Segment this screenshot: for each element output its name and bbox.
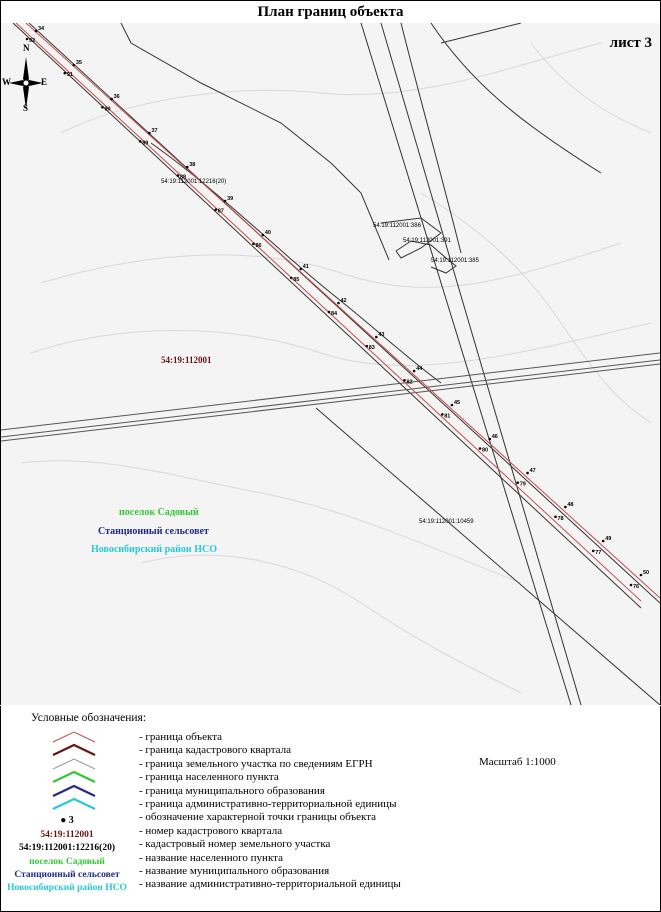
boundary-point-marker: [441, 413, 444, 416]
boundary-point-label: 92: [29, 38, 36, 44]
boundary-point-label: 87: [217, 208, 224, 215]
legend-symbol: [1, 797, 133, 811]
scale-label: Масштаб 1:1000: [479, 756, 556, 768]
legend-row: [1, 743, 661, 757]
boundary-point-label: 76: [633, 584, 640, 590]
boundary-point-label: 46: [491, 434, 498, 440]
parcel-label-386: 54:19:112001:386: [373, 223, 421, 229]
boundary-point-marker: [73, 64, 76, 67]
boundary-point-label: 50: [643, 570, 650, 576]
legend-row: [1, 877, 661, 894]
boundary-point-label: 34: [38, 26, 45, 32]
boundary-point-marker: [214, 208, 217, 211]
legend-symbol: [1, 770, 133, 784]
parcel-label-main: 54:19:112001:12216(20): [161, 179, 227, 185]
legend-symbol: [1, 757, 133, 771]
legend-symbol: ● 3: [60, 815, 74, 827]
legend-row: [1, 851, 661, 865]
boundary-point-marker: [451, 404, 454, 407]
compass-north: N: [23, 43, 30, 53]
boundary-point-label: 40: [264, 230, 271, 236]
boundary-point-label: 90: [104, 106, 111, 113]
boundary-point-marker: [488, 438, 491, 441]
legend-symbol: Новосибирский район НСО: [7, 883, 127, 894]
legend-row: [1, 784, 661, 798]
boundary-point-marker: [101, 106, 104, 109]
boundary-point-label: 78: [557, 515, 564, 522]
map-canvas[interactable]: [1, 23, 660, 705]
district-label: Новосибирский район НСО: [91, 544, 217, 555]
legend-symbol: [1, 743, 133, 757]
road: [1, 353, 660, 441]
boundary-point-marker: [328, 311, 331, 314]
boundary-point-marker: [479, 447, 482, 450]
boundary-point-label: 45: [453, 400, 461, 406]
boundary-point-marker: [592, 550, 595, 553]
legend-text: - номер кадастрового квартала: [139, 824, 283, 837]
legend-symbol: 54:19:112001:12216(20): [18, 843, 116, 854]
boundary-point-label: 77: [595, 549, 602, 556]
boundary-point-label: 42: [340, 298, 347, 304]
boundary-point-label: 41: [302, 264, 309, 270]
boundary-point-marker: [177, 174, 180, 177]
settlement-label: поселок Садовый: [119, 507, 199, 518]
legend-row: [1, 864, 661, 878]
boundary-point-label: 44: [416, 366, 423, 372]
legend-symbol: [1, 730, 133, 744]
boundary-point-marker: [148, 132, 151, 135]
legend-row: [1, 757, 661, 771]
legend-row: [1, 797, 661, 811]
legend-row: [1, 770, 661, 784]
legend-row: [1, 810, 661, 827]
boundary-point-marker: [262, 234, 265, 237]
boundary-point-marker: [139, 140, 142, 143]
boundary-point-label: 38: [189, 162, 196, 168]
boundary-point-marker: [252, 242, 255, 245]
boundary-point-label: 85: [293, 276, 300, 283]
boundary-point-marker: [640, 574, 643, 577]
boundary-point-marker: [403, 379, 406, 382]
boundary-point-label: 39: [227, 196, 234, 202]
legend-text: - название административно-территориальной единицы: [139, 878, 401, 891]
legend-text: - обозначение характерной точки границы объекта: [139, 811, 377, 824]
boundary-point-label: 83: [368, 345, 375, 352]
legend-symbol: 54:19:112001: [40, 829, 94, 840]
legend-text: - кадастровый номер земельного участка: [139, 838, 331, 851]
boundary-point-marker: [110, 98, 113, 101]
map-area[interactable]: [0, 23, 661, 705]
legend-symbol: [1, 784, 133, 798]
municipality-label: Станционный сельсовет: [98, 526, 209, 537]
boundary-point-marker: [290, 277, 293, 280]
compass-west: W: [2, 77, 11, 87]
boundary-point-marker: [299, 268, 302, 271]
boundary-point-marker: [26, 38, 29, 41]
page-title: План границ объекта: [0, 0, 661, 24]
boundary-point-marker: [337, 302, 340, 305]
boundary-point-marker: [63, 72, 66, 75]
boundary-point-label: 89: [142, 140, 149, 147]
legend-text: - граница земельного участка по сведениям ЕГРН: [139, 757, 373, 770]
compass-rose: [2, 43, 48, 113]
boundary-point-marker: [526, 472, 529, 475]
boundary-point-label: 37: [151, 128, 158, 134]
quarter-number: 54:19:112001: [161, 355, 212, 365]
boundary-point-marker: [630, 584, 633, 587]
legend-text: - граница кадастрового квартала: [139, 744, 291, 757]
boundary-point-label: 47: [529, 468, 536, 474]
boundary-point-label: 82: [406, 379, 413, 386]
legend-text: - название населенного пункта: [139, 851, 283, 864]
compass-south: S: [23, 103, 29, 113]
relief-contours: [21, 43, 651, 693]
boundary-point-label: 81: [444, 413, 451, 420]
legend-text: - граница объекта: [139, 731, 223, 743]
legend-row: [1, 824, 661, 838]
compass-east: E: [41, 77, 48, 87]
legend-title: Условные обозначения:: [31, 712, 147, 724]
boundary-point-label: 84: [331, 311, 338, 317]
boundary-point-marker: [516, 481, 519, 484]
boundary-point-marker: [413, 370, 416, 373]
legend-symbol: Станционный сельсовет: [14, 870, 120, 880]
legend-text: - граница административно-территориальной единицы: [139, 798, 397, 810]
boundary-point-label: 36: [113, 94, 120, 100]
legend-text: - граница муниципального образования: [139, 784, 325, 797]
sheet-number: лист 3: [609, 35, 652, 51]
boundary-point-marker: [224, 200, 227, 203]
legend-symbol: поселок Садовый: [29, 856, 105, 867]
boundary-point-marker: [35, 30, 38, 33]
boundary-point-label: 35: [75, 60, 82, 66]
boundary-point-label: 86: [255, 242, 262, 249]
legend-text: - название муниципального образования: [139, 865, 330, 877]
boundary-point-label: 49: [605, 536, 612, 542]
legend-row: [1, 730, 661, 744]
parcel-label-385: 54:19:112001:385: [431, 258, 479, 264]
legend-text: - граница населенного пункта: [139, 771, 279, 784]
boundary-point-label: 43: [378, 332, 385, 338]
boundary-point-label: 48: [567, 502, 574, 508]
parcel-label-391: 54:19:112001:391: [403, 238, 451, 244]
boundary-point-marker: [375, 336, 378, 339]
boundary-point-label: 79: [519, 481, 526, 488]
boundary-point-marker: [186, 166, 189, 169]
legend: [0, 706, 661, 912]
boundary-point-label: 91: [66, 72, 73, 79]
boundary-point-marker: [564, 506, 567, 509]
boundary-point-marker: [365, 345, 368, 348]
parcel-label-10459: 54:19:112001:10459: [419, 519, 474, 525]
legend-row: [1, 837, 661, 854]
boundary-point-label: 88: [180, 174, 187, 181]
boundary-point-marker: [602, 540, 605, 543]
boundary-point-label: 80: [482, 447, 489, 454]
boundary-point-marker: [554, 515, 557, 518]
